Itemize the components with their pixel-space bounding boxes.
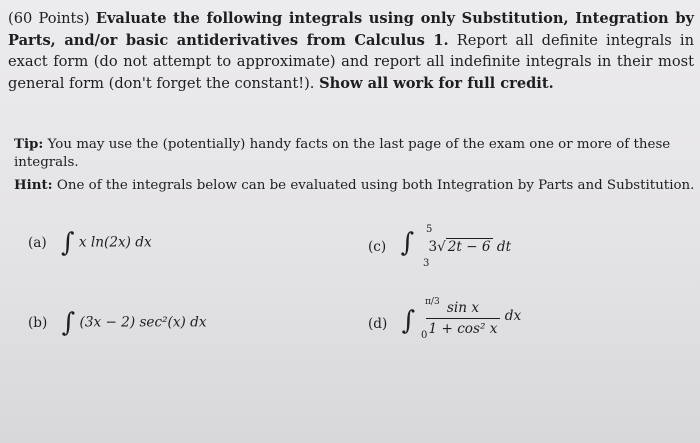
sqrt-icon: √ <box>437 238 446 255</box>
problem-c <box>368 226 511 272</box>
problem-c-coef: 3 <box>428 238 438 255</box>
problem-d-lower-limit: 0 <box>421 330 428 341</box>
instructions-bold: Evaluate the following integrals using only Substitution, Integration by Parts, and/or basic antiderivatives from Calculus 1. <box>8 10 695 49</box>
instructions-paragraph <box>8 8 694 94</box>
integral-sign-icon: ∫ <box>61 308 76 338</box>
problem-d-upper-limit: π/3 <box>425 297 440 307</box>
instructions-show-work: Show all work for full credit. <box>319 74 554 92</box>
hint-text: One of the integrals below can be evaluated using both Integration by Parts and Substitution. <box>52 178 695 193</box>
problem-c-tag: (c) <box>368 238 387 255</box>
problem-a-tag: (a) <box>28 234 47 251</box>
hint-line <box>14 176 698 195</box>
integral-sign-icon: ∫ <box>400 228 415 258</box>
problem-a <box>28 230 152 256</box>
problem-d-diff: dx <box>504 308 522 324</box>
integral-sign-icon: ∫ <box>61 228 75 258</box>
instructions-plain: Report all definite integrals in exact form (do not attempt to approximate) and report all indefinite integrals in their most general form (don't forget the constant!). <box>8 31 694 92</box>
problem-c-integrand <box>428 239 511 255</box>
problem-b-integrand: (3x − 2) sec²(x) dx <box>79 314 207 331</box>
points-label: (60 Points) <box>8 10 90 27</box>
problem-d-tag: (d) <box>368 316 388 332</box>
problem-b-tag: (b) <box>28 314 48 331</box>
problem-b <box>28 310 207 336</box>
problem-c-lower-limit: 3 <box>423 258 430 269</box>
problem-d-denominator: 1 + cos² x <box>426 318 501 337</box>
problem-d-numerator: sin x <box>446 300 479 316</box>
integral-sign-icon: ∫ <box>401 305 416 336</box>
hint-label: Hint: <box>14 177 53 193</box>
problem-a-integrand: x ln(2x) dx <box>78 234 152 251</box>
problem-c-diff: dt <box>496 238 512 255</box>
tip-text: You may use the (potentially) handy facts on the last page of the exam one or more of these integrals. <box>14 137 671 170</box>
problem-c-upper-limit: 5 <box>426 224 433 235</box>
tip-line <box>14 135 698 172</box>
problem-d <box>368 297 522 346</box>
tip-label: Tip: <box>14 136 44 152</box>
problem-c-radicand: 2t − 6 <box>447 238 491 255</box>
